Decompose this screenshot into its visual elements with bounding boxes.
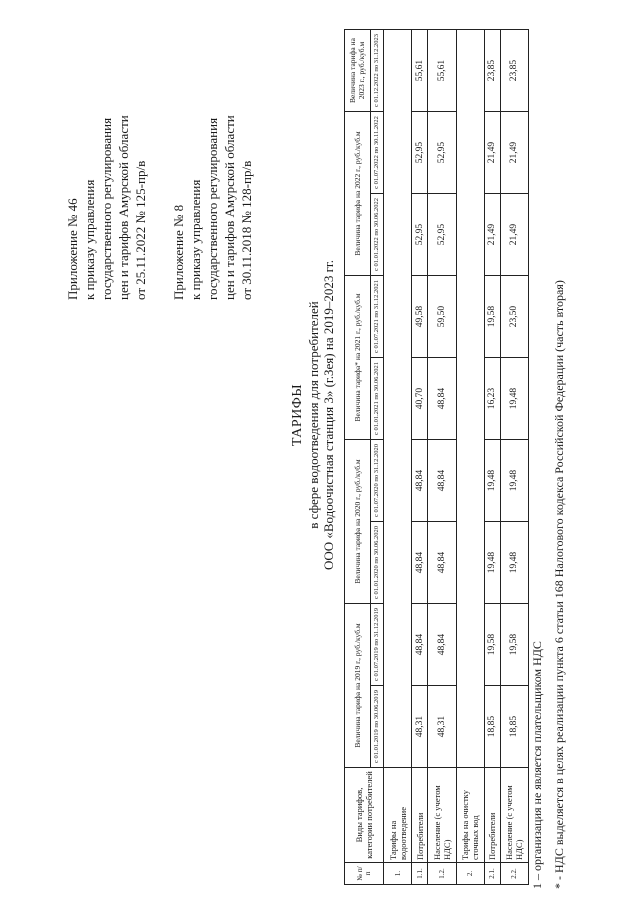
appendix-line: государственного регулирования <box>99 117 114 300</box>
period-header: с 01.01.2021 по 30.06.2021 <box>370 358 383 440</box>
appendix-line: от 25.11.2022 № 125-пр/в <box>133 160 148 300</box>
table-cell: 48,84 <box>428 358 456 440</box>
table-cell: 19,48 <box>500 522 528 604</box>
table-cell: 19,48 <box>484 522 500 604</box>
table-cell: 55,61 <box>412 30 428 112</box>
table-cell: 23,85 <box>484 30 500 112</box>
table-cell: 48,31 <box>428 686 456 768</box>
table-cell: 19,58 <box>484 604 500 686</box>
document-title: ТАРИФЫ <box>290 383 305 447</box>
row-name: Население (с учетом НДС) <box>428 768 456 863</box>
header-year-2023: Величина тарифа на 2023 г., руб./куб.м <box>345 30 371 112</box>
tariff-table <box>344 29 529 885</box>
row-number: 2.2. <box>500 863 528 885</box>
table-row <box>484 30 500 885</box>
table-cell: 21,49 <box>500 194 528 276</box>
row-name: Тарифы на очистку сточных вод <box>456 768 484 863</box>
table-header-row <box>345 30 371 885</box>
table-cell: 55,61 <box>428 30 456 112</box>
period-header: с 01.12.2022 по 31.12.2023 <box>370 30 383 112</box>
period-header: с 01.07.2021 по 31.12.2021 <box>370 276 383 358</box>
appendix-line: Приложение № 8 <box>171 204 186 300</box>
table-row <box>384 30 412 885</box>
table-cell: 48,84 <box>428 522 456 604</box>
appendix-line: цен и тарифов Амурской области <box>116 115 131 300</box>
table-cell: 48,31 <box>412 686 428 768</box>
header-year-2019: Величина тарифа на 2019 г., руб./куб.м <box>345 604 371 768</box>
appendix-line: Приложение № 46 <box>65 198 80 300</box>
header-tariff-type: Виды тарифов, категории потребителей <box>345 768 384 863</box>
table-cell: 19,48 <box>500 440 528 522</box>
period-header: с 01.07.2020 по 31.12.2020 <box>370 440 383 522</box>
period-header: с 01.07.2019 по 31.12.2019 <box>370 604 383 686</box>
period-header: с 01.01.2020 по 30.06.2020 <box>370 522 383 604</box>
row-number: 1.2. <box>428 863 456 885</box>
appendix-line: государственного регулирования <box>205 117 220 300</box>
table-cell: 52,95 <box>412 112 428 194</box>
table-cell: 23,50 <box>500 276 528 358</box>
table-cell: 21,49 <box>484 194 500 276</box>
table-cell: 19,58 <box>484 276 500 358</box>
period-header: с 01.01.2019 по 30.06.2019 <box>370 686 383 768</box>
table-cell: 52,95 <box>428 194 456 276</box>
appendix-line: к приказу управления <box>188 179 203 300</box>
table-cell: 48,84 <box>412 604 428 686</box>
empty-cell <box>456 30 484 768</box>
period-header: с 01.01.2022 по 30.06.2022 <box>370 194 383 276</box>
table-cell: 48,84 <box>412 440 428 522</box>
table-cell: 59,50 <box>428 276 456 358</box>
table-cell: 18,85 <box>500 686 528 768</box>
row-number: 2.1. <box>484 863 500 885</box>
table-cell: 52,95 <box>412 194 428 276</box>
table-cell: 48,84 <box>428 440 456 522</box>
table-cell: 48,84 <box>412 522 428 604</box>
document-organization: ООО «Водоочистная станция 3» (г.Зея) на 2019–2023 гг. <box>321 259 336 571</box>
table-cell: 18,85 <box>484 686 500 768</box>
row-name: Население (с учетом НДС) <box>500 768 528 863</box>
table-row <box>456 30 484 885</box>
table-cell: 23,85 <box>500 30 528 112</box>
table-cell: 19,48 <box>500 358 528 440</box>
table-row <box>412 30 428 885</box>
table-period-row <box>370 30 383 885</box>
table-row <box>428 30 456 885</box>
footnote-vat-allocation: * - НДС выделяется в целях реализации пункта 6 статьи 168 Налогового кодекса Российской Федерации (часть вторая) <box>552 280 566 889</box>
empty-cell <box>384 30 412 768</box>
table-cell: 19,48 <box>484 440 500 522</box>
table-row <box>500 30 528 885</box>
table-cell: 49,58 <box>412 276 428 358</box>
appendix-line: от 30.11.2018 № 128-пр/в <box>239 160 254 300</box>
table-cell: 48,84 <box>428 604 456 686</box>
header-year-2021: Величина тарифа* на 2021 г., руб./куб.м <box>345 276 371 440</box>
appendix-line: цен и тарифов Амурской области <box>222 115 237 300</box>
row-name: Тарифы на водоотведение <box>384 768 412 863</box>
header-year-2020: Величина тарифа на 2020 г., руб./куб.м <box>345 440 371 604</box>
header-year-2022: Величина тарифа на 2022 г., руб./куб.м <box>345 112 371 276</box>
table-cell: 16,23 <box>484 358 500 440</box>
row-number: 1.1. <box>412 863 428 885</box>
appendix-line: к приказу управления <box>82 179 97 300</box>
period-header: с 01.07.2022 по 30.11.2022 <box>370 112 383 194</box>
document-subtitle: в сфере водоотведения для потребителей <box>306 301 321 529</box>
row-name: Потребители <box>412 768 428 863</box>
header-number: № п/п <box>345 863 384 885</box>
row-number: 2. <box>456 863 484 885</box>
appendix-8-block <box>170 115 255 300</box>
table-cell: 21,49 <box>500 112 528 194</box>
appendix-46-block <box>64 115 149 300</box>
table-cell: 21,49 <box>484 112 500 194</box>
footnote-vat-payer: 1 – организация не является плательщиком НДС <box>530 641 544 889</box>
row-name: Потребители <box>484 768 500 863</box>
table-cell: 19,58 <box>500 604 528 686</box>
table-cell: 40,70 <box>412 358 428 440</box>
row-number: 1. <box>384 863 412 885</box>
table-cell: 52,95 <box>428 112 456 194</box>
